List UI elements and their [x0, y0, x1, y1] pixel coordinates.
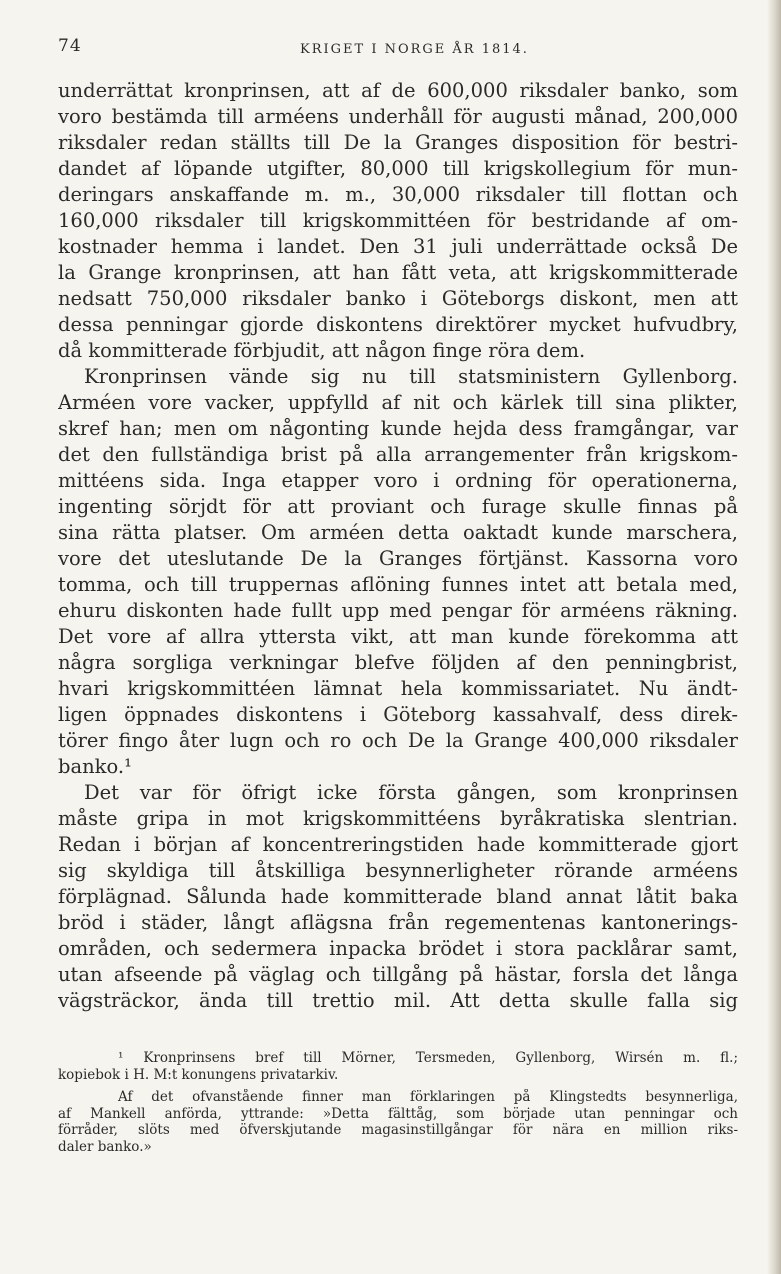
text-line: hvari krigskommittéen lämnat hela kommissariatet. Nu ändt- [58, 677, 738, 700]
text-line: ehuru diskonten hade fullt upp med pengar för arméens räkning. [58, 599, 738, 622]
text-line: kostnader hemma i landet. Den 31 juli underrättade också De [58, 235, 738, 258]
text-line: dessa penningar gjorde diskontens direktörer mycket hufvudbry, [58, 313, 738, 336]
footnote-line: kopiebok i H. M:t konungens privatarkiv. [58, 1066, 339, 1083]
page-edge-shadow [767, 0, 781, 1274]
text-line: dandet af löpande utgifter, 80,000 till krigskollegium för mun- [58, 157, 738, 180]
text-line: 160,000 riksdaler till krigskommittéen för bestridande af om- [58, 209, 738, 232]
text-line: vore det uteslutande De la Granges förtjänst. Kassorna voro [58, 547, 738, 570]
text-line: förplägnad. Sålunda hade kommitterade bland annat låtit baka [58, 885, 738, 908]
text-line: ligen öppnades diskontens i Göteborg kassahvalf, dess direk- [58, 703, 738, 726]
text-line: skref han; men om någonting kunde hejda dess framgångar, var [58, 417, 738, 440]
text-line: bröd i städer, långt aflägsna från regementenas kantonerings- [58, 911, 738, 934]
text-line: deringars anskaffande m. m., 30,000 riksdaler till flottan och [58, 183, 738, 206]
text-line: riksdaler redan ställts till De la Granges disposition för bestri- [58, 131, 738, 154]
footnote [58, 1050, 738, 1083]
footnote-line: af Mankell anförda, yttrande: »Detta fälttåg, som började utan penningar och [58, 1105, 738, 1122]
footnote-line: förråder, slöts med öfverskjutande magasinstillgångar för nära en million riks- [58, 1122, 738, 1138]
text-line: några sorgliga verkningar blefve följden af den penningbrist, [58, 651, 738, 674]
footnote-line: ¹ Kronprinsens bref till Mörner, Tersmeden, Gyllenborg, Wirsén m. fl.; [118, 1050, 738, 1066]
text-line: underrättat kronprinsen, att af de 600,000 riksdaler banko, som [58, 79, 738, 102]
text-line: måste gripa in mot krigskommittéens byråkratiska slentrian. [58, 807, 738, 830]
text-line: områden, och sedermera inpacka brödet i stora packlårar samt, [58, 937, 738, 960]
page-number: 74 [58, 36, 82, 56]
text-line: det den fullständiga brist på alla arrangementer från krigskom- [58, 443, 738, 466]
footnote-line: daler banko.» [58, 1138, 152, 1155]
text-line: nedsatt 750,000 riksdaler banko i Göteborgs diskont, men att [58, 287, 738, 310]
text-line: Kronprinsen vände sig nu till statsministern Gyllenborg. [84, 365, 738, 388]
text-line: Det var för öfrigt icke första gången, som kronprinsen [84, 781, 738, 804]
text-line: voro bestämda till arméens underhåll för augusti månad, 200,000 [58, 105, 738, 128]
text-line: vägsträckor, ända till trettio mil. Att detta skulle falla sig [58, 989, 738, 1012]
text-line: tomma, och till truppernas aflöning funnes intet att betala med, [58, 573, 738, 596]
text-line: Det vore af allra yttersta vikt, att man kunde förekomma att [58, 625, 738, 648]
text-line: törer fingo åter lugn och ro och De la Grange 400,000 riksdaler [58, 729, 738, 752]
text-line: mittéens sida. Inga etapper voro i ordning för operationerna, [58, 469, 738, 492]
text-line: Redan i början af koncentreringstiden hade kommitterade gjort [58, 833, 738, 856]
paragraph [58, 364, 738, 780]
text-line: sina rätta platser. Om arméen detta oaktadt kunde marschera, [58, 521, 738, 544]
footnote [58, 1089, 738, 1155]
footnote-line: Af det ofvanstående finner man förklaringen på Klingstedts besynnerliga, [118, 1089, 738, 1105]
text-line: la Grange kronprinsen, att han fått veta, att krigskommitterade [58, 261, 738, 284]
text-line: ingenting sörjdt för att proviant och furage skulle finnas på [58, 495, 738, 518]
footnotes [58, 1050, 738, 1155]
text-line: Arméen vore vacker, uppfylld af nit och kärlek till sina plikter, [58, 391, 738, 414]
text-line: banko.¹ [58, 755, 132, 778]
text-line: utan afseende på väglag och tillgång på hästar, forsla det långa [58, 963, 738, 986]
paragraph [58, 780, 738, 1014]
text-line: sig skyldiga till åtskilliga besynnerligheter rörande arméens [58, 859, 738, 882]
running-head: KRIGET I NORGE ÅR 1814. [300, 42, 529, 57]
text-line: då kommitterade förbjudit, att någon finge röra dem. [58, 339, 586, 362]
paragraph [58, 78, 738, 364]
body-text [58, 78, 738, 1014]
